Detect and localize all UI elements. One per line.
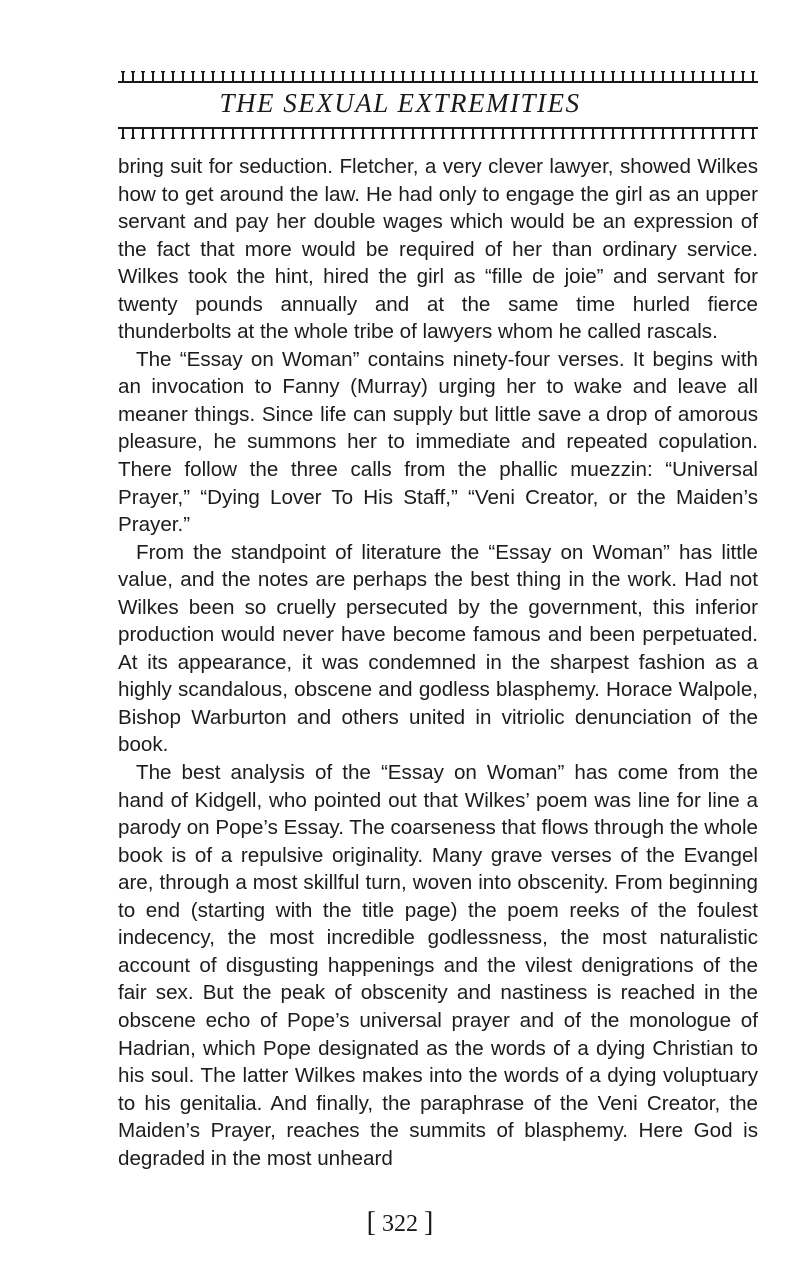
paragraph-4: The best analysis of the “Essay on Woman” has come from the hand of Kidgell, who pointed out that Wilkes’ poem was line for line a parody on Pope’s Essay. The coarseness that flows through the whole book is of a repulsive originality. Many grave verses of the Evangel are, through a most skillful turn, woven into obscenity. From beginning to end (starting with the title page) the poem reeks of the foulest indecency, the most incredible godlessness, the most naturalistic account of disgusting happenings and the vilest denigrations of the fair sex. But the peak of obscenity and nastiness is reached in the obscene echo of Pope’s universal prayer and of the monologue of Hadrian, which Pope designated as the words of a dying Christian to his soul. The latter Wilkes makes into the words of a dying voluptuary to his genitalia. And finally, the paraphrase of the Veni Creator, the Maiden’s Prayer, reaches the summits of blasphemy. Here God is degraded in the most unheard <box>118 761 758 1170</box>
paragraph-2: The “Essay on Woman” contains ninety-four verses. It begins with an invocation to Fanny (Murray) urging her to wake and leave all meaner things. Since life can supply but little save a drop of amorous pleasure, he summons her to immediate and repeated copulation. There follow the three calls from the phallic muezzin: “Universal Prayer,” “Dying Lover To His Staff,” “Veni Creator, or the Maiden’s Prayer.” <box>118 347 758 537</box>
page-number <box>0 1207 800 1239</box>
folio-open-bracket: [ <box>366 1207 376 1238</box>
paragraph-1: bring suit for seduction. Fletcher, a very clever lawyer, showed Wilkes how to get around the law. He had only to engage the girl as an upper servant and pay her double wages which would be an expression of the fact that more would be required of her than ordinary service. Wilkes took the hint, hired the girl as “fille de joie” and servant for twenty pounds annually and at the same time hurled fierce thunderbolts at the whole tribe of lawyers whom he called rascals. <box>118 155 758 344</box>
body-text <box>118 153 758 1172</box>
bottom-ornament-rule <box>118 126 758 140</box>
folio-close-bracket: ] <box>424 1207 434 1238</box>
paragraph-3: From the standpoint of literature the “Essay on Woman” has little value, and the notes are perhaps the best thing in the work. Had not Wilkes been so cruelly persecuted by the government, this inferior production would never have become famous and been perpetuated. At its appearance, it was condemned in the sharpest fashion as a highly scandalous, obscene and godless blasphemy. Horace Walpole, Bishop Warburton and others united in vitriolic denunciation of the book. <box>118 540 758 757</box>
running-head: THE SEXUAL EXTREMITIES <box>219 88 581 118</box>
folio-number: 322 <box>382 1211 418 1237</box>
top-ornament-rule <box>118 70 758 84</box>
